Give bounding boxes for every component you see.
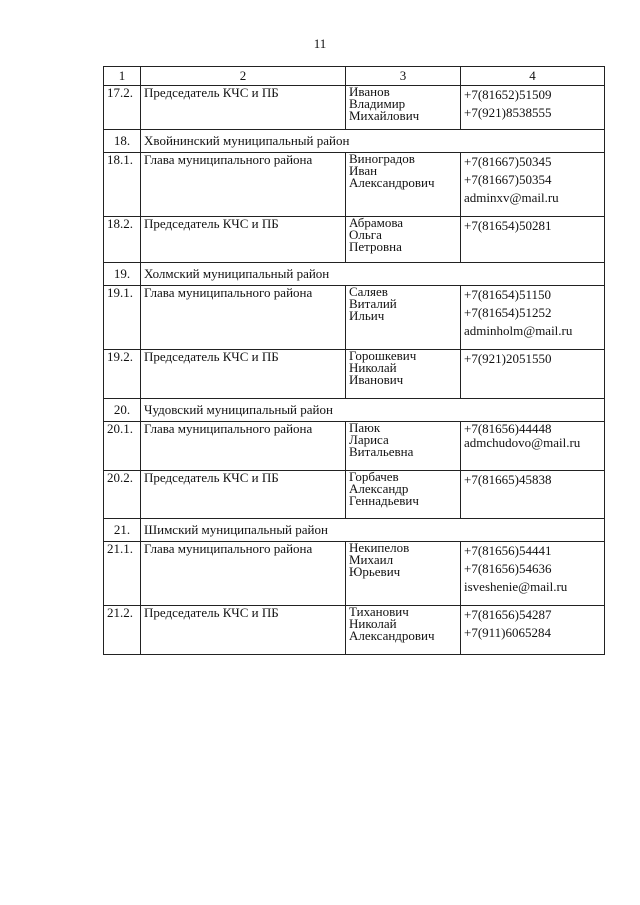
surname: Тиханович bbox=[349, 605, 409, 619]
table-row bbox=[104, 286, 605, 350]
name-cell bbox=[346, 86, 461, 130]
patronymic: Витальевна bbox=[349, 444, 414, 459]
name-cell bbox=[346, 422, 461, 471]
phone-number: +7(81652)51509 bbox=[464, 87, 552, 102]
section-title: Хвойнинский муниципальный район bbox=[141, 130, 605, 153]
section-number: 18. bbox=[104, 130, 141, 153]
phone-number: +7(81667)50345 bbox=[464, 154, 552, 169]
patronymic: Александрович bbox=[349, 175, 435, 190]
email-address: adminxv@mail.ru bbox=[464, 190, 559, 205]
table-row bbox=[104, 422, 605, 471]
phone-number: +7(911)6065284 bbox=[464, 625, 552, 640]
name-cell bbox=[346, 217, 461, 263]
section-row bbox=[104, 519, 605, 542]
contacts-cell bbox=[461, 471, 605, 519]
patronymic: Михайлович bbox=[349, 108, 420, 123]
patronymic: Ильич bbox=[349, 308, 385, 323]
position-cell: Председатель КЧС и ПБ bbox=[141, 471, 346, 519]
section-number: 21. bbox=[104, 519, 141, 542]
surname: Горошкевич bbox=[349, 349, 417, 363]
section-title: Холмский муниципальный район bbox=[141, 263, 605, 286]
position-cell: Глава муниципального района bbox=[141, 422, 346, 471]
row-number: 20.1. bbox=[104, 422, 141, 471]
table-header-row bbox=[104, 67, 605, 86]
surname: Иванов bbox=[349, 85, 390, 99]
surname: Абрамова bbox=[349, 216, 404, 230]
row-number: 20.2. bbox=[104, 471, 141, 519]
position-cell: Председатель КЧС и ПБ bbox=[141, 350, 346, 399]
contacts-cell bbox=[461, 217, 605, 263]
row-number: 17.2. bbox=[104, 86, 141, 130]
phone-number: +7(81656)54287 bbox=[464, 607, 552, 622]
column-header: 3 bbox=[346, 67, 461, 86]
section-row bbox=[104, 399, 605, 422]
position-cell: Глава муниципального района bbox=[141, 542, 346, 606]
contacts-cell bbox=[461, 86, 605, 130]
column-header: 2 bbox=[141, 67, 346, 86]
name-cell bbox=[346, 471, 461, 519]
row-number: 21.2. bbox=[104, 606, 141, 655]
phone-number: +7(81656)54441 bbox=[464, 543, 552, 558]
phone-number: +7(921)2051550 bbox=[464, 351, 552, 366]
name-cell bbox=[346, 153, 461, 217]
patronymic: Иванович bbox=[349, 372, 404, 387]
position-cell: Глава муниципального района bbox=[141, 153, 346, 217]
surname: Некипелов bbox=[349, 541, 410, 555]
phone-number: +7(81654)51252 bbox=[464, 305, 552, 320]
position-cell: Глава муниципального района bbox=[141, 286, 346, 350]
name-cell bbox=[346, 286, 461, 350]
column-header: 4 bbox=[461, 67, 605, 86]
table-row bbox=[104, 542, 605, 606]
email-address: isveshenie@mail.ru bbox=[464, 579, 568, 594]
section-row bbox=[104, 263, 605, 286]
position-cell: Председатель КЧС и ПБ bbox=[141, 86, 346, 130]
first-name: Иван bbox=[349, 163, 378, 178]
section-row bbox=[104, 130, 605, 153]
contacts-cell bbox=[461, 286, 605, 350]
column-header: 1 bbox=[104, 67, 141, 86]
section-title: Шимский муниципальный район bbox=[141, 519, 605, 542]
first-name: Владимир bbox=[349, 96, 406, 111]
first-name: Лариса bbox=[349, 432, 389, 447]
contacts-cell bbox=[461, 542, 605, 606]
section-number: 19. bbox=[104, 263, 141, 286]
surname: Виноградов bbox=[349, 152, 415, 166]
section-number: 20. bbox=[104, 399, 141, 422]
name-cell bbox=[346, 606, 461, 655]
phone-number: +7(81656)44448 bbox=[464, 421, 552, 436]
patronymic: Юрьевич bbox=[349, 564, 401, 579]
contacts-cell bbox=[461, 422, 605, 471]
surname: Саляев bbox=[349, 285, 388, 299]
table-row bbox=[104, 606, 605, 655]
table-row bbox=[104, 217, 605, 263]
first-name: Николай bbox=[349, 360, 397, 375]
contacts-cell bbox=[461, 350, 605, 399]
first-name: Ольга bbox=[349, 227, 382, 242]
phone-number: +7(81656)54636 bbox=[464, 561, 552, 576]
position-cell: Председатель КЧС и ПБ bbox=[141, 606, 346, 655]
table-row bbox=[104, 350, 605, 399]
surname: Горбачев bbox=[349, 470, 399, 484]
phone-number: +7(921)8538555 bbox=[464, 105, 552, 120]
page-number: 11 bbox=[313, 36, 327, 51]
email-address: admchudovo@mail.ru bbox=[464, 435, 581, 450]
table-row bbox=[104, 153, 605, 217]
row-number: 18.2. bbox=[104, 217, 141, 263]
row-number: 21.1. bbox=[104, 542, 141, 606]
contacts-table bbox=[103, 66, 605, 655]
phone-number: +7(81665)45838 bbox=[464, 472, 552, 487]
first-name: Виталий bbox=[349, 296, 397, 311]
email-address: adminholm@mail.ru bbox=[464, 323, 573, 338]
section-title: Чудовский муниципальный район bbox=[141, 399, 605, 422]
name-cell bbox=[346, 350, 461, 399]
patronymic: Петровна bbox=[349, 239, 402, 254]
surname: Паюк bbox=[349, 421, 381, 435]
row-number: 19.1. bbox=[104, 286, 141, 350]
phone-number: +7(81654)50281 bbox=[464, 218, 552, 233]
contacts-cell bbox=[461, 153, 605, 217]
patronymic: Александрович bbox=[349, 628, 435, 643]
first-name: Александр bbox=[349, 481, 409, 496]
table-row bbox=[104, 471, 605, 519]
name-cell bbox=[346, 542, 461, 606]
phone-number: +7(81654)51150 bbox=[464, 287, 552, 302]
row-number: 19.2. bbox=[104, 350, 141, 399]
contacts-cell bbox=[461, 606, 605, 655]
phone-number: +7(81667)50354 bbox=[464, 172, 552, 187]
first-name: Николай bbox=[349, 616, 397, 631]
position-cell: Председатель КЧС и ПБ bbox=[141, 217, 346, 263]
table-row bbox=[104, 86, 605, 130]
first-name: Михаил bbox=[349, 552, 394, 567]
patronymic: Геннадьевич bbox=[349, 493, 419, 508]
row-number: 18.1. bbox=[104, 153, 141, 217]
